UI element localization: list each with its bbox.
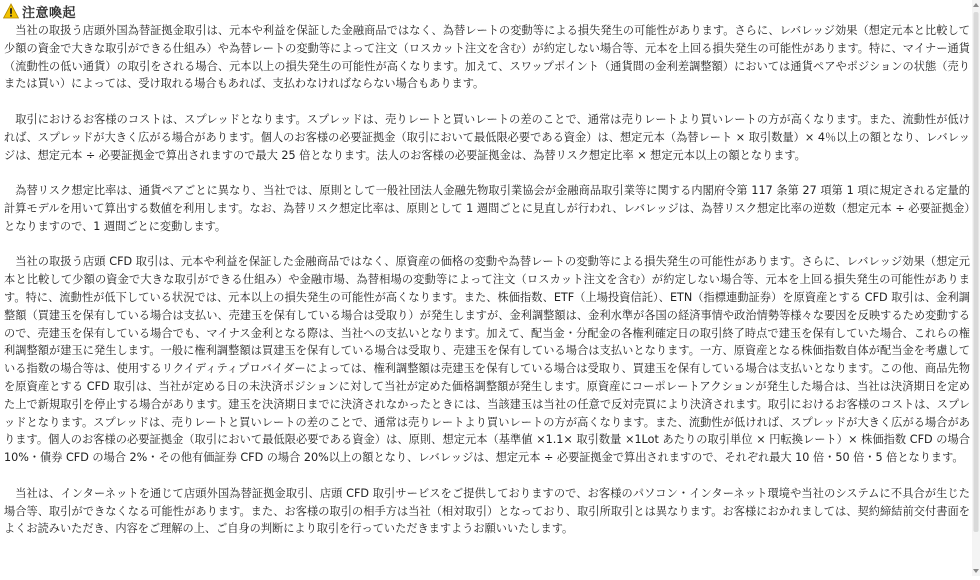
paragraph-risk-ratio: 為替リスク想定比率は、通貨ペアごとに異なり、当社では、原則として一般社団法人金融先物取引業協会が金融商品取引業等に関する内閣府令第 117 条第 27 項第 1 項に規定される定量的計算モデルを用いて算出する数値を利用します。なお、為替リスク想定比率は、原則として 1 週間ごとに見直しが行われ、レバレッジは、為替リスク想定比率の逆数（想定元本 ÷ 必要証拠金）となりますので、1 週間ごとに変動します。	[4, 184, 970, 233]
paragraph-system-notice: 当社は、インターネットを通じて店頭外国為替証拠金取引、店頭 CFD 取引サービスをご提供しておりますので、お客様のパソコン・インターネット環境や当社のシステムに不具合が生じた場合等、取引ができなくなる可能性があります。また、お客様の取引の相手方は当社（相対取引）となっており、取引所取引とは異なります。お客様におかれましては、契約締結前交付書面をよくお読みいただき、内容をご理解の上、ご自身の判断により取引を行っていただきますようお願いいたします。	[4, 486, 970, 536]
vertical-scrollbar[interactable]	[972, 0, 980, 576]
paragraph-cfd-risk: 当社の取扱う店頭 CFD 取引は、元本や利益を保証した金融商品ではなく、原資産の価格の変動や為替レートの変動等による損失発生の可能性があります。さらに、レバレッジ効果（想定元本と比較して少額の資金で大きな取引ができる仕組み）や金融市場、為替相場の変動等によって注文（ロスカット注文を含む）が約定しない場合等、元本を上回る損失発生の可能性があります。特に、流動性が低下している状況では、元本以上の損失発生の可能性が高くなります。また、株価指数、ETF（上場投資信託）、ETN（指標連動証券）を原資産とする CFD 取引は、金利調整額（買建玉を保有している場合は支払い、売建玉を保有している場合は受取り）が発生しますが、金利調整額は、金利水準が各国の経済事情や政治情勢等様々な要因を反映するため変動するので、売建玉を保有している場合でも、マイナス金利となる際は、当社への支払いとなります。加えて、配当金・分配金の各権利確定日の取引終了時点で建玉を保有していた場合、これらの権利調整額が建玉に発生します。一般に権利調整額は買建玉を保有している場合は受取り、売建玉を保有している場合は支払いとなります。一方、原資産となる株価指数自体が配当金を考慮している指数の場合等は、使用するリクイディティプロバイダーによっては、権利調整額は売建玉を保有している場合は受取り、買建玉を保有している場合は支払いとなります。この他、商品先物を原資産とする CFD 取引は、当社が定める日の未決済ポジションに対して当社が定めた価格調整額が発生します。原資産にコーポレートアクションが発生した場合は、当社は決済期日を定めた上で新規取引を停止する場合があります。建玉を決済期日までに決済されなかったときには、当該建玉は当社の任意で反対売買により決済されます。取引におけるお客様のコストは、スプレッドとなります。スプレッドは、売りレートと買いレートの差のことで、通常は売りレートより買いレートの方が高くなります。また、流動性が低ければ、スプレッドが大きく広がる場合があります。個人のお客様の必要証拠金（取引において最低限必要である資金）は、原則、想定元本（基準値 ×1.1× 取引数量 ×1Lot あたりの取引単位 × 円転換レート）× 株価指数 CFD の場合 10%・債券 CFD の場合 2%・その他有価証券 CFD の場合 20%以上の額となり、レバレッジは、想定元本 ÷ 必要証拠金で算出されますので、それぞれ最大 10 倍・50 倍・5 倍となります。	[4, 255, 970, 465]
notice-title: 注意喚起	[22, 5, 77, 21]
paragraph-fx-risk: 当社の取扱う店頭外国為替証拠金取引は、元本や利益を保証した金融商品ではなく、為替レートの変動等による損失発生の可能性があります。さらに、レバレッジ効果（想定元本と比較して少額の資金で大きな取引ができる仕組み）や為替レートの変動等によって注文（ロスカット注文を含む）が約定しない場合等、元本を上回る損失発生の可能性があります。特に、マイナー通貨（流動性の低い通貨）の取引をされる場合、元本以上の損失発生の可能性が高くなります。加えて、スワップポイント（通貨間の金利差調整額）においては通貨ペアやポジションの状態（売りまたは買い）によっては、受け取れる場合もあれば、支払わなければならない場合もあります。	[4, 24, 970, 91]
paragraph-fx-cost: 取引におけるお客様のコストは、スプレッドとなります。スプレッドは、売りレートと買いレートの差のことで、通常は売りレートより買いレートの方が高くなります。また、流動性が低ければ、スプレッドが大きく広がる場合があります。個人のお客様の必要証拠金（取引において最低限必要である資金）は、想定元本（為替レート × 取引数量）× 4％以上の額となり、レバレッジは、想定元本 ÷ 必要証拠金で算出されますので最大 25 倍となります。法人のお客様の必要証拠金は、為替リスク想定比率 × 想定元本以上の額となります。	[4, 112, 970, 162]
notice-header	[3, 0, 980, 21]
notice-body	[4, 22, 970, 538]
warning-icon	[3, 3, 19, 19]
